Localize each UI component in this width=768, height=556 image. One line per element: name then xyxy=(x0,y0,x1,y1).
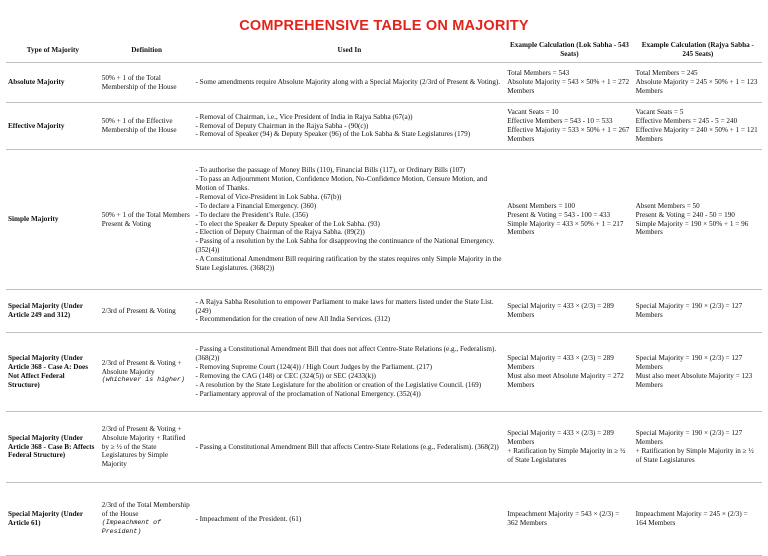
used-in-item: - To declare a Financial Emergency. (360) xyxy=(195,201,317,210)
lok-sabha-example-cell xyxy=(505,333,633,412)
calculation-line: Impeachment Majority = 543 × (2/3) = 362 Members xyxy=(507,510,620,527)
used-in-cell xyxy=(193,290,505,333)
used-in-item: - Some amendments require Absolute Majority along with a Special Majority (2/3rd of Present & Voting). xyxy=(195,78,501,87)
calculation-line: Must also meet Absolute Majority = 272 Members xyxy=(507,372,624,389)
definition-cell xyxy=(100,103,194,150)
definition-text: 50% + 1 of the Total Members Present & Voting xyxy=(101,210,190,228)
used-in-cell xyxy=(193,333,505,412)
rajya-sabha-example-cell xyxy=(634,412,762,483)
used-in-item: - Removing the CAG (148) or CEC (324(5)) or SEC (2433(k)) xyxy=(195,372,376,380)
calculation-line: Absolute Majority = 543 × 50% + 1 = 272 Members xyxy=(507,78,630,95)
definition-cell xyxy=(100,63,194,103)
majority-type-cell: Special Majority (Under Article 249 and 312) xyxy=(6,290,100,333)
page-title: COMPREHENSIVE TABLE ON MAJORITY xyxy=(239,18,529,34)
rajya-sabha-example-cell xyxy=(634,333,762,412)
table-header-row xyxy=(6,38,762,63)
definition-cell xyxy=(100,483,194,556)
used-in-item: - A Constitutional Amendment Bill requiring ratification by the states requires only Simple Majority in the State Legislatures. (368(2)) xyxy=(195,255,502,273)
majority-table-container xyxy=(6,38,762,556)
majority-type-cell: Special Majority (Under Article 61) xyxy=(6,483,100,556)
definition-text: 2/3rd of Present & Voting + Absolute Majority + Ratified by ≥ ½ of the State Legislatures by Simple Majority xyxy=(101,424,186,469)
table-row xyxy=(6,290,762,333)
used-in-cell xyxy=(193,63,505,103)
majority-type-cell: Special Majority (Under Article 368 - Case A: Does Not Affect Federal Structure) xyxy=(6,333,100,412)
definition-text: 2/3rd of the Total Membership of the House xyxy=(101,501,190,519)
rajya-sabha-example-cell xyxy=(634,103,762,150)
calculation-line: Special Majority = 190 × (2/3) = 127 Members xyxy=(635,354,743,372)
calculation-line: Simple Majority = 433 × 50% + 1 = 217 Members xyxy=(507,219,624,237)
calculation-line: + Ratification by Simple Majority in ≥ ½ of State Legislatures xyxy=(635,447,754,464)
used-in-item: - To authorise the passage of Money Bills (110), Financial Bills (117), or Ordinary Bills (107) xyxy=(195,166,466,175)
table-body xyxy=(6,63,762,556)
table-row xyxy=(6,63,762,103)
used-in-item: - Passing a Constitutional Amendment Bill that affects Centre-State Relations (e.g., Federalism). (368(2)) xyxy=(195,442,499,451)
lok-sabha-example-cell xyxy=(505,290,633,333)
calculation-line: Impeachment Majority = 245 × (2/3) = 164 Members xyxy=(635,510,748,527)
used-in-item: - To elect the Speaker & Deputy Speaker of the Lok Sabha. (93) xyxy=(195,219,380,228)
definition-cell xyxy=(100,290,194,333)
used-in-item: - Election of Deputy Chairman of the Rajya Sabha. (89(2)) xyxy=(195,228,365,237)
used-in-item: - Impeachment of the President. (61) xyxy=(195,514,302,523)
used-in-item: - Removing Supreme Court (124(4)) / High Court Judges by the Parliament. (217) xyxy=(195,363,433,372)
calculation-line: Absent Members = 100 xyxy=(507,201,575,210)
definition-text: 50% + 1 of the Total Membership of the House xyxy=(101,73,177,91)
majority-type-cell: Effective Majority xyxy=(6,103,100,150)
used-in-item: - Removal of Deputy Chairman in the Rajya Sabha - (90(c)) xyxy=(195,121,369,130)
rajya-sabha-example-cell xyxy=(634,290,762,333)
calculation-line: Special Majority = 433 × (2/3) = 289 Members xyxy=(507,302,614,319)
calculation-line: Effective Majority = 533 × 50% + 1 = 267 Members xyxy=(507,126,630,143)
calculation-line: Absent Members = 50 xyxy=(635,201,700,210)
calculation-line: Present & Voting = 240 - 50 = 190 xyxy=(635,210,735,219)
definition-cell xyxy=(100,333,194,412)
used-in-cell xyxy=(193,483,505,556)
calculation-line: Vacant Seats = 10 xyxy=(507,108,559,117)
lok-sabha-example-cell xyxy=(505,483,633,556)
table-row xyxy=(6,150,762,290)
rajya-sabha-example-cell xyxy=(634,483,762,556)
rajya-sabha-example-cell xyxy=(634,63,762,103)
definition-cell xyxy=(100,412,194,483)
calculation-line: Simple Majority = 190 × 50% + 1 = 96 Members xyxy=(635,219,749,237)
used-in-cell xyxy=(193,150,505,290)
majority-type-cell: Absolute Majority xyxy=(6,63,100,103)
definition-note: (whichever is higher) xyxy=(101,376,185,384)
used-in-item: - To declare the President’s Rule. (356) xyxy=(195,210,309,219)
lok-sabha-example-cell xyxy=(505,103,633,150)
used-in-item: - To pass an Adjournment Motion, Confidence Motion, No-Confidence Motion, Censure Motion, and Motion of Thanks. xyxy=(195,174,488,192)
definition-note: (Impeachment of President) xyxy=(101,519,162,535)
table-row xyxy=(6,483,762,556)
definition-cell xyxy=(100,150,194,290)
calculation-line: Vacant Seats = 5 xyxy=(635,108,684,117)
calculation-line: Special Majority = 190 × (2/3) = 127 Members xyxy=(635,429,743,447)
used-in-item: - Removal of Speaker (94) & Deputy Speaker (96) of the Lok Sabha & State Legislatures (179) xyxy=(195,130,471,139)
column-header-rajya-sabha: Example Calculation (Rajya Sabha - 245 Seats) xyxy=(634,38,762,63)
table-row xyxy=(6,412,762,483)
used-in-item: - Parliamentary approval of the proclamation of National Emergency. (352(4)) xyxy=(195,389,421,398)
majority-type-cell: Special Majority (Under Article 368 - Case B: Affects Federal Structure) xyxy=(6,412,100,483)
table-row xyxy=(6,333,762,412)
calculation-line: Must also meet Absolute Majority = 123 Members xyxy=(635,372,753,389)
column-header-used-in: Used In xyxy=(193,38,505,63)
calculation-line: Effective Members = 543 - 10 = 533 xyxy=(507,117,613,126)
used-in-cell xyxy=(193,412,505,483)
calculation-line: Total Members = 245 xyxy=(635,69,698,78)
used-in-item: - Passing of a resolution by the Lok Sabha for disapproving the continuance of the National Emergency. (352(4)) xyxy=(195,237,495,255)
calculation-line: Special Majority = 433 × (2/3) = 289 Members xyxy=(507,354,614,372)
used-in-cell xyxy=(193,103,505,150)
calculation-line: Absolute Majority = 245 × 50% + 1 = 123 Members xyxy=(635,78,758,95)
definition-text: 50% + 1 of the Effective Membership of the House xyxy=(101,117,177,134)
majority-type-cell: Simple Majority xyxy=(6,150,100,290)
column-header-type: Type of Majority xyxy=(6,38,100,63)
lok-sabha-example-cell xyxy=(505,412,633,483)
used-in-item: - Recommendation for the creation of new All India Services. (312) xyxy=(195,315,391,324)
calculation-line: Present & Voting = 543 - 100 = 433 xyxy=(507,210,611,219)
calculation-line: Total Members = 543 xyxy=(507,69,570,78)
rajya-sabha-example-cell xyxy=(634,150,762,290)
calculation-line: Special Majority = 190 × (2/3) = 127 Members xyxy=(635,302,743,319)
definition-text: 2/3rd of Present & Voting + Absolute Majority xyxy=(101,358,182,376)
calculation-line: + Ratification by Simple Majority in ≥ ½ of State Legislatures xyxy=(507,447,626,464)
calculation-line: Effective Members = 245 - 5 = 240 xyxy=(635,117,738,126)
lok-sabha-example-cell xyxy=(505,63,633,103)
used-in-item: - A Rajya Sabha Resolution to empower Parliament to make laws for matters listed under the State List. (249) xyxy=(195,297,494,315)
table-row xyxy=(6,103,762,150)
column-header-definition: Definition xyxy=(100,38,194,63)
used-in-item: - A resolution by the State Legislature for the abolition or creation of the Legislative Council. (169) xyxy=(195,380,482,389)
calculation-line: Special Majority = 433 × (2/3) = 289 Members xyxy=(507,429,614,447)
used-in-item: - Passing a Constitutional Amendment Bill that does not affect Centre-State Relations (e.g., Federalism). (368(2)) xyxy=(195,345,497,363)
lok-sabha-example-cell xyxy=(505,150,633,290)
column-header-lok-sabha: Example Calculation (Lok Sabha - 543 Seats) xyxy=(505,38,633,63)
majority-table xyxy=(6,38,762,556)
definition-text: 2/3rd of Present & Voting xyxy=(101,306,176,315)
calculation-line: Effective Majority = 240 × 50% + 1 = 121 Members xyxy=(635,126,758,143)
used-in-item: - Removal of Chairman, i.e., Vice President of India in Rajya Sabha (67(a)) xyxy=(195,112,413,121)
used-in-item: - Removal of Vice-President in Lok Sabha. (67(b)) xyxy=(195,192,342,201)
